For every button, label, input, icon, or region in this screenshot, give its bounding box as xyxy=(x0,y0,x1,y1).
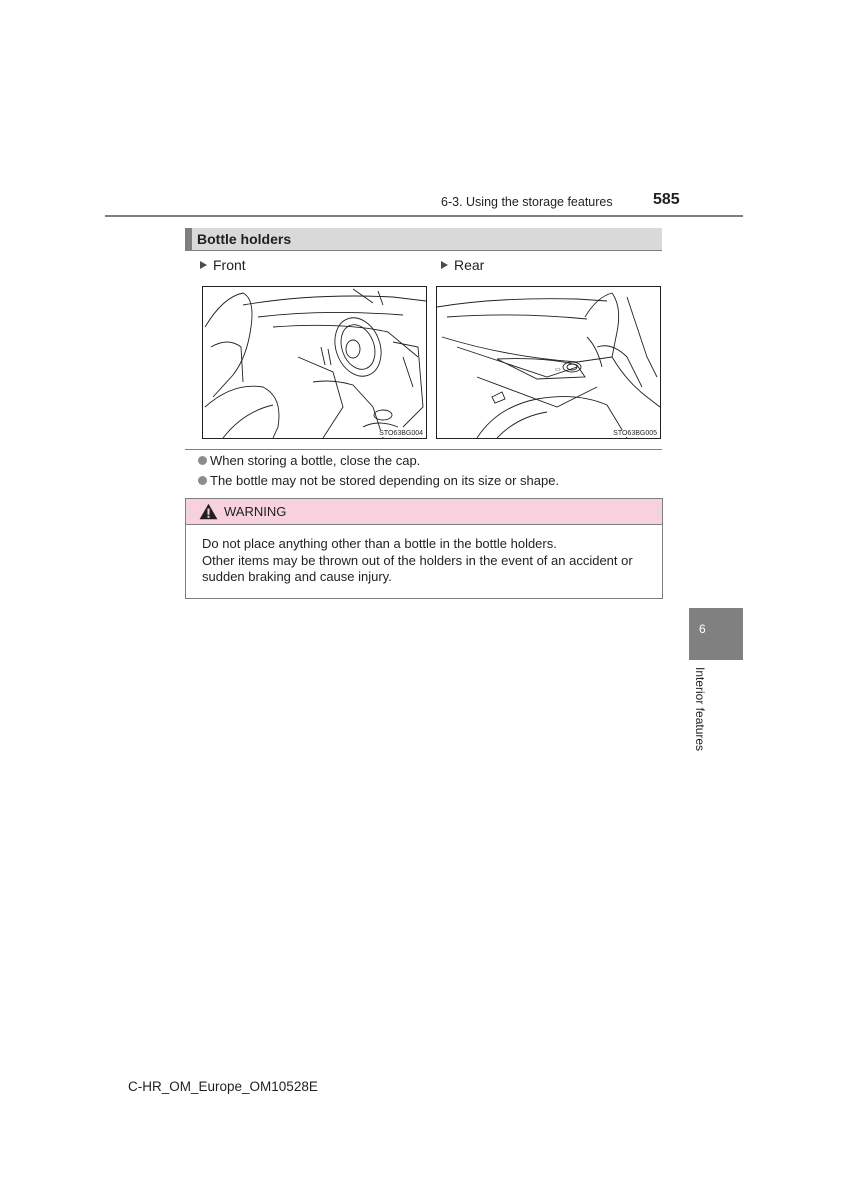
note-item xyxy=(198,473,559,488)
figure-rule xyxy=(185,449,662,450)
note-text: The bottle may not be stored depending on its size or shape. xyxy=(210,473,560,488)
figure-code: STO63BG005 xyxy=(613,430,657,437)
chapter-title-vertical: Interior features xyxy=(693,667,707,752)
warning-title: WARNING xyxy=(224,504,287,519)
svg-text:▭: ▭ xyxy=(555,367,561,373)
triangle-bullet-icon xyxy=(200,261,207,269)
note-text: When storing a bottle, close the cap. xyxy=(210,453,421,468)
figure-label-front xyxy=(200,257,246,273)
running-header-title: 6-3. Using the storage features xyxy=(441,195,613,209)
section-accent xyxy=(185,228,192,250)
warning-line: Do not place anything other than a bottle in the bottle holders. xyxy=(202,536,557,551)
bullet-dot-icon xyxy=(198,456,207,465)
warning-line: Other items may be thrown out of the holders in the event of an accident or xyxy=(202,552,633,568)
triangle-bullet-icon xyxy=(441,261,448,269)
bullet-dot-icon xyxy=(198,476,207,485)
warning-text xyxy=(202,536,657,586)
front-bottle-holder-illustration xyxy=(202,286,427,439)
figure-label-rear xyxy=(441,257,484,273)
page-number: 585 xyxy=(653,191,680,208)
warning-header xyxy=(186,499,662,525)
rear-bottle-holder-illustration xyxy=(436,286,661,439)
section-title: Bottle holders xyxy=(197,231,292,247)
section-title-bar xyxy=(185,228,662,250)
note-item xyxy=(198,453,420,468)
figure-label-text: Front xyxy=(213,257,246,273)
chapter-tab xyxy=(689,608,743,660)
chapter-number: 6 xyxy=(699,622,706,636)
section-underline xyxy=(185,250,662,251)
warning-box xyxy=(185,498,663,599)
footer-doc-id: C-HR_OM_Europe_OM10528E xyxy=(128,1079,318,1094)
header-rule xyxy=(105,215,743,217)
warning-line: sudden braking and cause injury. xyxy=(202,569,392,584)
figure-label-text: Rear xyxy=(454,257,485,273)
figure-code: STO63BG004 xyxy=(379,430,423,437)
warning-triangle-icon xyxy=(199,503,218,520)
